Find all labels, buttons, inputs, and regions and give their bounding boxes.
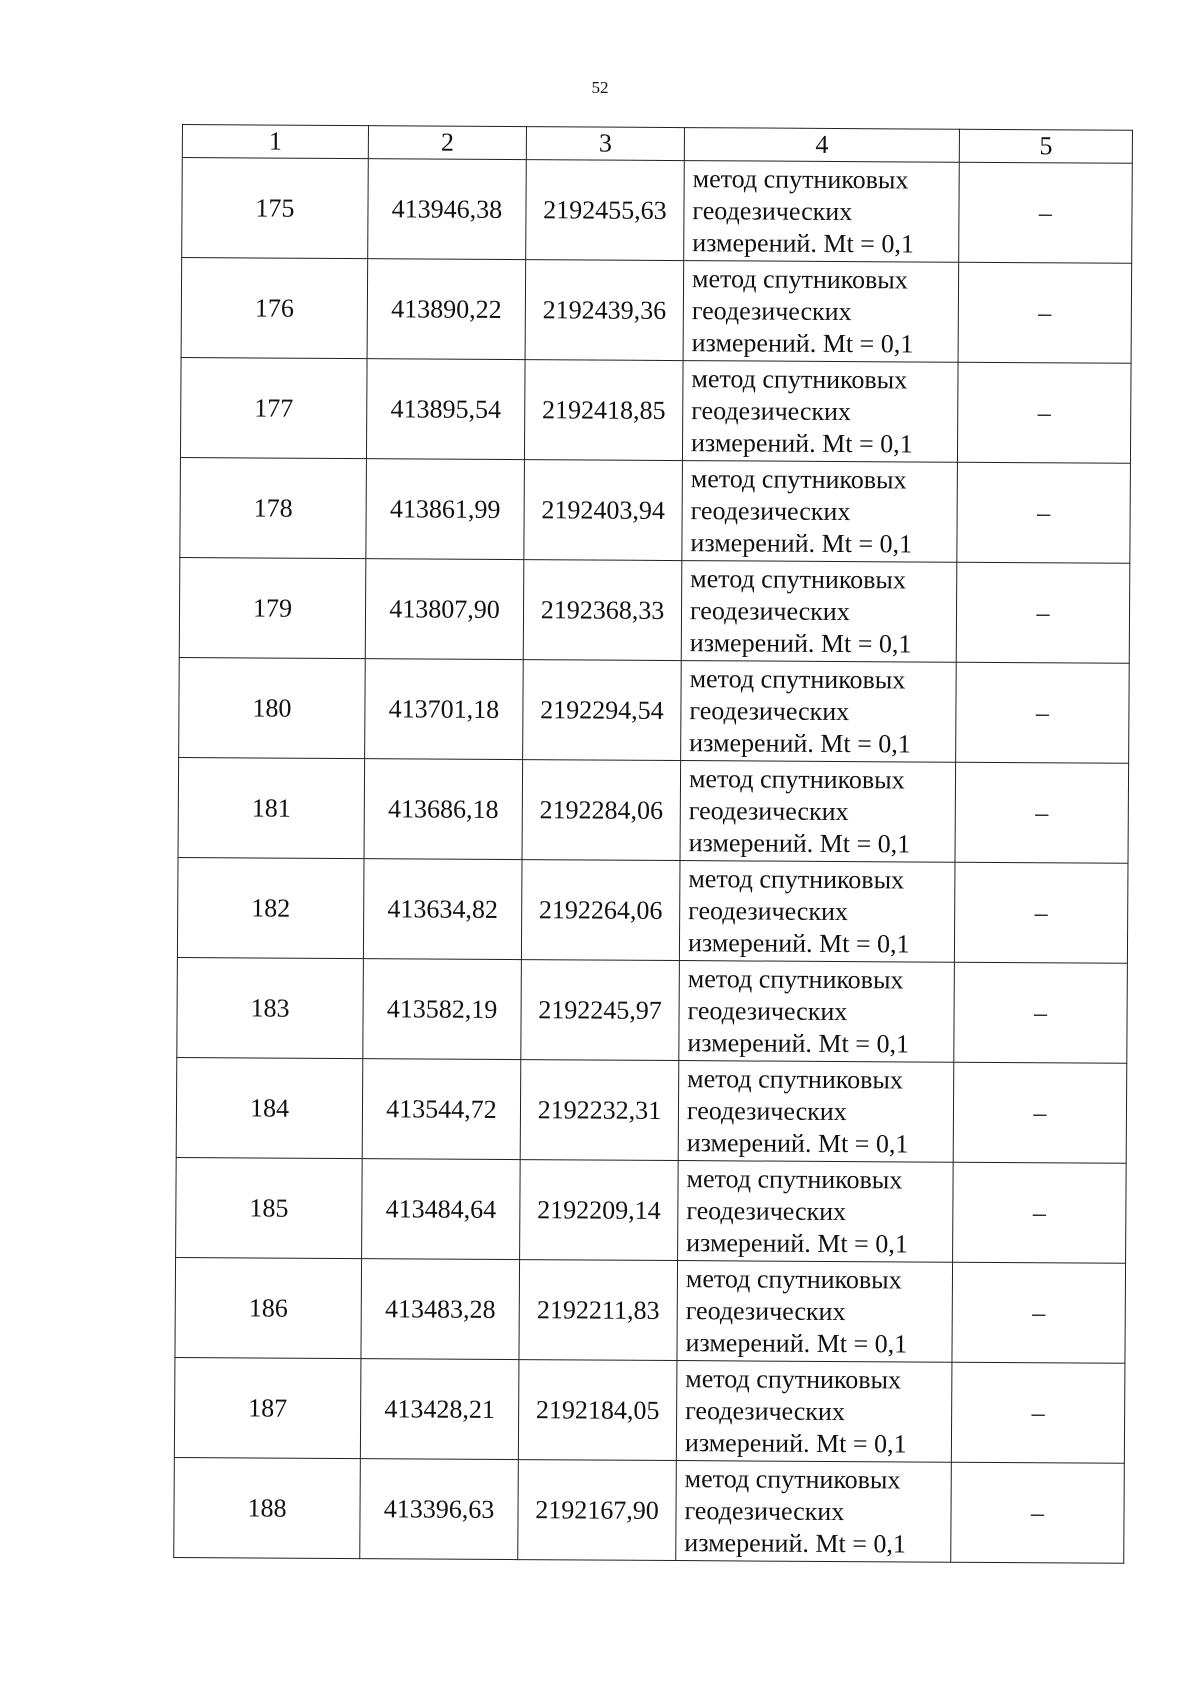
method-line-3: измерений. Mt = 0,1	[692, 227, 914, 258]
y-coordinate-cell: 2192211,83	[519, 1260, 678, 1361]
method-cell	[684, 161, 960, 263]
method-line-1: метод спутниковых	[690, 563, 907, 594]
x-coordinate-cell: 413946,38	[368, 159, 527, 260]
x-coordinate-cell: 413701,18	[365, 659, 524, 760]
method-line-3: измерений. Mt = 0,1	[689, 627, 912, 658]
y-coordinate-cell: 2192294,54	[523, 660, 682, 761]
page-number: 52	[591, 78, 609, 97]
method-line-1: метод спутниковых	[691, 363, 908, 394]
method-line-3: измерений. Mt = 0,1	[686, 1127, 909, 1158]
method-line-3: измерений. Mt = 0,1	[690, 427, 913, 458]
method-line-2: геодезических	[689, 695, 850, 726]
col5-cell: –	[951, 1362, 1125, 1463]
method-line-3: измерений. Mt = 0,1	[691, 327, 914, 358]
method-line-3: измерений. Mt = 0,1	[687, 1027, 910, 1058]
y-coordinate-cell: 2192264,06	[521, 860, 680, 961]
method-line-2: геодезических	[685, 1395, 845, 1426]
col5-cell: –	[956, 662, 1130, 763]
col5-cell: –	[957, 362, 1131, 463]
method-line-1: метод спутниковых	[685, 1363, 902, 1394]
method-cell	[679, 861, 955, 963]
x-coordinate-cell: 413484,64	[362, 1159, 521, 1260]
col5-cell: –	[955, 762, 1129, 863]
y-coordinate-cell: 2192232,31	[520, 1060, 679, 1161]
method-line-2: геодезических	[686, 1195, 847, 1226]
method-cell	[682, 461, 958, 563]
col5-cell: –	[959, 162, 1133, 263]
point-number-cell: 177	[180, 357, 367, 458]
method-line-1: метод спутниковых	[687, 963, 904, 994]
method-line-1: метод спутниковых	[687, 1063, 903, 1094]
point-number-cell: 181	[178, 757, 365, 858]
col5-cell: –	[957, 462, 1131, 563]
method-line-2: геодезических	[691, 395, 852, 426]
method-cell	[678, 1061, 954, 1163]
x-coordinate-cell: 413895,54	[366, 359, 525, 460]
point-number-cell: 187	[174, 1357, 361, 1458]
col5-cell: –	[951, 1462, 1125, 1563]
method-line-1: метод спутниковых	[691, 263, 908, 294]
point-number-cell: 188	[174, 1457, 361, 1558]
point-number-cell: 182	[177, 857, 364, 958]
method-cell	[678, 1161, 954, 1263]
table-body	[174, 158, 1133, 1564]
point-number-cell: 185	[176, 1157, 363, 1258]
header-col-3: 3	[526, 127, 684, 161]
method-cell	[682, 361, 958, 463]
col5-cell: –	[953, 1162, 1127, 1263]
method-line-3: измерений. Mt = 0,1	[685, 1327, 908, 1358]
method-cell	[680, 761, 956, 863]
method-line-1: метод спутниковых	[690, 463, 907, 494]
x-coordinate-cell: 413890,22	[367, 259, 526, 360]
y-coordinate-cell: 2192167,90	[518, 1460, 677, 1561]
y-coordinate-cell: 2192284,06	[522, 760, 681, 861]
table-row	[182, 158, 1133, 264]
table-row	[181, 258, 1132, 364]
method-cell	[677, 1261, 953, 1363]
y-coordinate-cell: 2192418,85	[524, 360, 683, 461]
method-line-2: геодезических	[690, 495, 851, 526]
table-row	[179, 657, 1130, 763]
point-number-cell: 186	[175, 1257, 362, 1358]
col5-cell: –	[952, 1262, 1126, 1363]
table-row	[178, 757, 1129, 863]
x-coordinate-cell: 413428,21	[360, 1359, 519, 1460]
method-line-2: геодезических	[686, 1095, 847, 1126]
table-row	[176, 1057, 1127, 1163]
y-coordinate-cell: 2192439,36	[525, 260, 684, 361]
method-line-3: измерений. Mt = 0,1	[687, 927, 910, 958]
method-line-2: геодезических	[692, 195, 853, 226]
method-line-2: геодезических	[687, 995, 848, 1026]
header-col-1: 1	[182, 125, 368, 159]
col5-cell: –	[958, 262, 1132, 363]
col5-cell: –	[956, 562, 1130, 663]
method-cell	[683, 261, 959, 363]
method-cell	[681, 561, 957, 663]
coordinates-table	[173, 124, 1133, 1564]
method-cell	[676, 1361, 952, 1463]
method-line-2: геодезических	[688, 795, 849, 826]
table-row	[174, 1357, 1125, 1463]
table-row	[177, 957, 1128, 1063]
table-row	[177, 857, 1128, 963]
method-line-3: измерений. Mt = 0,1	[684, 1527, 907, 1558]
method-line-3: измерений. Mt = 0,1	[688, 827, 911, 858]
table-row	[180, 457, 1131, 563]
method-line-2: геодезических	[685, 1295, 846, 1326]
y-coordinate-cell: 2192403,94	[524, 460, 683, 561]
method-line-1: метод спутниковых	[688, 763, 905, 794]
method-line-1: метод спутниковых	[689, 663, 906, 694]
method-line-3: измерений. Mt = 0,1	[686, 1227, 908, 1258]
header-col-2: 2	[368, 126, 526, 160]
table-row	[175, 1257, 1126, 1363]
point-number-cell: 183	[177, 957, 364, 1058]
table-row	[176, 1157, 1127, 1263]
x-coordinate-cell: 413396,63	[360, 1459, 519, 1560]
col5-cell: –	[954, 862, 1128, 963]
y-coordinate-cell: 2192368,33	[523, 560, 682, 661]
method-line-2: геодезических	[689, 595, 850, 626]
method-line-2: геодезических	[688, 895, 849, 926]
method-line-2: геодезических	[691, 295, 852, 326]
y-coordinate-cell: 2192455,63	[526, 160, 685, 261]
method-line-1: метод спутниковых	[688, 863, 905, 894]
method-line-1: метод спутниковых	[685, 1263, 902, 1294]
method-line-3: измерений. Mt = 0,1	[690, 527, 913, 558]
y-coordinate-cell: 2192184,05	[518, 1360, 677, 1461]
table-row	[174, 1457, 1125, 1563]
header-col-5: 5	[959, 129, 1132, 163]
y-coordinate-cell: 2192245,97	[521, 960, 680, 1061]
table-row	[179, 557, 1130, 663]
x-coordinate-cell: 413634,82	[363, 859, 522, 960]
x-coordinate-cell: 413483,28	[361, 1259, 520, 1360]
x-coordinate-cell: 413582,19	[363, 959, 522, 1060]
header-col-4: 4	[684, 128, 959, 163]
point-number-cell: 176	[181, 258, 368, 359]
method-cell	[679, 961, 955, 1063]
y-coordinate-cell: 2192209,14	[520, 1160, 679, 1261]
point-number-cell: 175	[182, 158, 369, 259]
method-line-3: измерений. Mt = 0,1	[684, 1427, 907, 1458]
method-line-1: метод спутниковых	[692, 163, 909, 194]
method-line-1: метод спутниковых	[684, 1463, 901, 1494]
method-line-2: геодезических	[684, 1495, 845, 1526]
method-cell	[676, 1461, 952, 1563]
point-number-cell: 178	[180, 457, 367, 558]
coordinates-table-container	[173, 124, 1132, 1564]
method-line-1: метод спутниковых	[686, 1163, 903, 1194]
point-number-cell: 180	[179, 657, 366, 758]
x-coordinate-cell: 413807,90	[365, 559, 524, 660]
table-row	[180, 357, 1131, 463]
col5-cell: –	[954, 962, 1128, 1063]
method-cell	[681, 661, 957, 763]
point-number-cell: 179	[179, 557, 366, 658]
col5-cell: –	[953, 1062, 1127, 1163]
x-coordinate-cell: 413686,18	[364, 759, 523, 860]
point-number-cell: 184	[176, 1057, 363, 1158]
x-coordinate-cell: 413861,99	[366, 459, 525, 560]
method-line-3: измерений. Mt = 0,1	[689, 727, 911, 758]
x-coordinate-cell: 413544,72	[362, 1059, 521, 1160]
